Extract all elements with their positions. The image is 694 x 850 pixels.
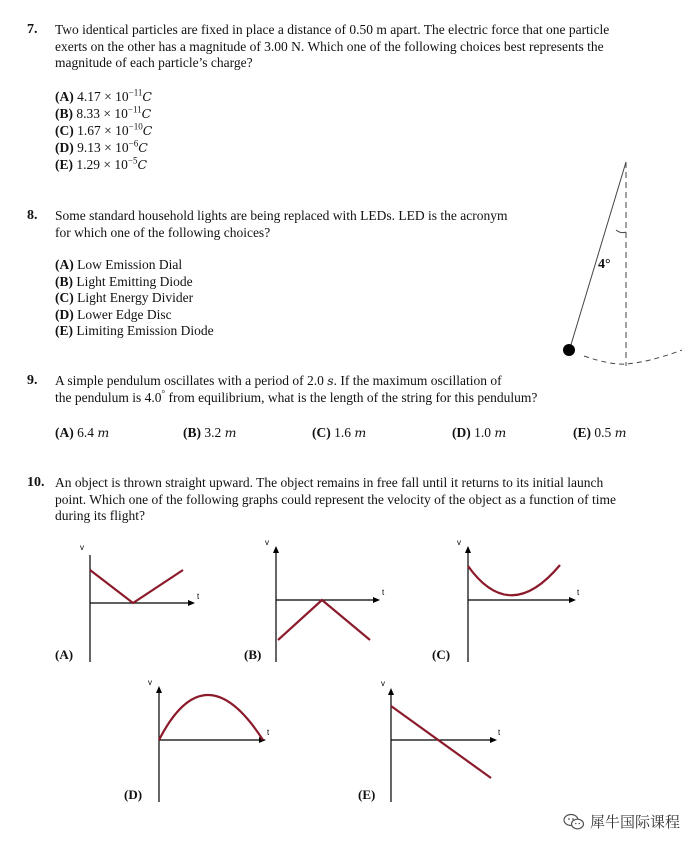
q9-line2-post: from equilibrium, what is the length of the string for this pendulum? xyxy=(165,389,538,405)
option-unit: C xyxy=(142,89,152,104)
q9-stem-line1 xyxy=(55,373,537,390)
q7-option xyxy=(55,157,147,174)
q9-line2-pre: the pendulum is 4.0 xyxy=(55,389,162,405)
q7-option xyxy=(55,123,152,140)
q9-stem-line2 xyxy=(55,390,537,407)
graph-e-y-arrow xyxy=(388,688,394,695)
option-letter: (A) xyxy=(55,425,74,440)
swing-path-dashed xyxy=(584,350,682,364)
graph-b xyxy=(262,540,392,665)
option-exponent: −11 xyxy=(128,87,143,98)
q8-number: 8. xyxy=(27,208,38,223)
option-exponent: −5 xyxy=(127,155,138,166)
q10-stem-line3: during its flight? xyxy=(55,508,145,523)
option-unit: m xyxy=(224,425,237,440)
wechat-icon xyxy=(563,813,585,831)
q9-option xyxy=(573,425,626,442)
watermark xyxy=(563,811,680,832)
option-text: Limiting Emission Diode xyxy=(76,323,214,338)
graph-d-y-arrow xyxy=(156,686,162,693)
option-letter: (E) xyxy=(55,157,73,172)
option-unit: m xyxy=(614,425,627,440)
graph-e-x-arrow xyxy=(490,737,497,743)
graph-d xyxy=(145,680,275,805)
q7-stem xyxy=(55,22,609,72)
q10-stem-line1: An object is thrown straight upward. The object remains in free fall until it returns to its initial launch xyxy=(55,475,604,490)
graph-c-label: (C) xyxy=(432,647,451,662)
option-unit: C xyxy=(138,140,148,155)
q9-period-unit: s xyxy=(327,373,334,388)
q8-option xyxy=(55,257,182,274)
graph-b-label: (B) xyxy=(244,647,262,662)
option-value: 3.2 xyxy=(204,425,225,440)
pendulum-angle-label: 4° xyxy=(598,257,611,272)
option-value: 1.0 xyxy=(474,425,495,440)
q8-option xyxy=(55,307,172,324)
option-text: Low Emission Dial xyxy=(77,257,183,272)
graph-e-y-label: v xyxy=(381,679,385,688)
q8-stem xyxy=(55,208,508,241)
graph-b-y-label: v xyxy=(265,538,269,547)
graph-a-y-label: v xyxy=(80,543,84,552)
graph-a-x-arrow xyxy=(188,600,195,606)
graph-c-x-label: t xyxy=(577,588,580,597)
graph-d-curve xyxy=(159,695,263,740)
option-unit: C xyxy=(137,157,148,172)
option-text: Light Energy Divider xyxy=(77,290,194,305)
q7-stem-line1: Two identical particles are fixed in place a distance of 0.50 m apart. The electric force that one particle xyxy=(55,22,610,37)
q8-option xyxy=(55,290,193,307)
q7-stem-line2: exerts on the other has a magnitude of 3.00 N. Which one of the following choices best represents the xyxy=(55,38,604,54)
graph-e-label: (E) xyxy=(358,787,376,802)
graph-b-x-arrow xyxy=(373,597,380,603)
graph-c xyxy=(455,540,585,665)
q8-stem-line1: Some standard household lights are being replaced with LEDs. LED is the acronym xyxy=(55,208,508,223)
graph-b-curve xyxy=(278,600,370,640)
graph-d-x-label: t xyxy=(267,728,270,737)
graph-a-label: (A) xyxy=(55,647,74,662)
pendulum-bob xyxy=(563,344,575,356)
q8-stem-line2: for which one of the following choices? xyxy=(55,224,271,240)
option-text: Light Emitting Diode xyxy=(76,273,193,289)
graph-c-x-arrow xyxy=(569,597,576,603)
graph-c-y-arrow xyxy=(465,546,471,553)
option-letter: (B) xyxy=(183,425,201,440)
option-exponent: −6 xyxy=(128,138,139,149)
option-unit: C xyxy=(142,123,153,138)
graph-a-x-label: t xyxy=(197,592,200,601)
q9-number: 9. xyxy=(27,373,38,388)
graph-a-curve xyxy=(90,570,183,603)
graph-d-label: (D) xyxy=(124,787,143,802)
option-mantissa: 9.13 × 10 xyxy=(77,140,129,155)
q7-number: 7. xyxy=(27,22,38,37)
q9-option xyxy=(183,425,236,442)
pendulum-string xyxy=(570,162,626,348)
graph-e-x-label: t xyxy=(498,728,501,737)
watermark-text: 犀牛国际课程 xyxy=(589,813,680,831)
option-mantissa: 1.67 × 10 xyxy=(77,123,129,138)
graph-b-y-arrow xyxy=(273,546,279,553)
q8-option xyxy=(55,323,214,340)
q9-line1-post: . If the maximum oscillation of xyxy=(333,373,502,388)
q7-option xyxy=(55,89,152,106)
option-text: Lower Edge Disc xyxy=(77,306,172,322)
option-letter: (D) xyxy=(55,306,74,322)
option-letter: (E) xyxy=(573,425,591,440)
option-letter: (B) xyxy=(55,273,73,289)
q9-stem xyxy=(55,373,537,406)
q10-number: 10. xyxy=(27,475,45,490)
option-letter: (A) xyxy=(55,89,74,104)
q9-option xyxy=(55,425,109,442)
q7-stem-line3: magnitude of each particle’s charge? xyxy=(55,55,253,70)
option-exponent: −10 xyxy=(128,121,143,132)
graph-a xyxy=(75,540,205,665)
option-mantissa: 8.33 × 10 xyxy=(76,106,128,121)
q10-stem-line2: point. Which one of the following graphs could represent the velocity of the object as a function of time xyxy=(55,491,616,507)
q9-option xyxy=(452,425,506,442)
graph-d-y-label: v xyxy=(148,678,152,687)
option-letter: (C) xyxy=(55,290,74,305)
option-mantissa: 1.29 × 10 xyxy=(76,157,128,172)
option-value: 0.5 xyxy=(594,425,615,440)
angle-arc xyxy=(616,230,626,233)
q7-option xyxy=(55,106,151,123)
option-letter: (E) xyxy=(55,323,73,338)
option-unit: m xyxy=(494,425,507,440)
option-unit: m xyxy=(354,425,367,440)
graph-c-y-label: v xyxy=(457,538,461,547)
option-letter: (C) xyxy=(55,123,74,138)
q9-option xyxy=(312,425,366,442)
q9-degree: ° xyxy=(161,388,166,398)
option-letter: (B) xyxy=(55,106,73,121)
q9-line1-pre: A simple pendulum oscillates with a period of 2.0 xyxy=(55,373,328,388)
graph-e-curve xyxy=(391,706,491,778)
option-exponent: −11 xyxy=(127,104,142,115)
q8-option xyxy=(55,274,193,291)
q10-stem xyxy=(55,475,616,525)
option-value: 1.6 xyxy=(334,425,355,440)
graph-e xyxy=(378,680,508,805)
option-letter: (D) xyxy=(452,425,471,440)
pendulum-diagram xyxy=(540,150,690,380)
option-mantissa: 4.17 × 10 xyxy=(77,89,129,104)
graph-b-x-label: t xyxy=(382,588,385,597)
q7-option xyxy=(55,140,148,157)
option-letter: (C) xyxy=(312,425,331,440)
option-letter: (D) xyxy=(55,140,74,155)
option-unit: C xyxy=(141,106,152,121)
graph-c-curve xyxy=(468,565,560,595)
option-letter: (A) xyxy=(55,257,74,272)
option-value: 6.4 xyxy=(77,425,98,440)
option-unit: m xyxy=(97,425,110,440)
